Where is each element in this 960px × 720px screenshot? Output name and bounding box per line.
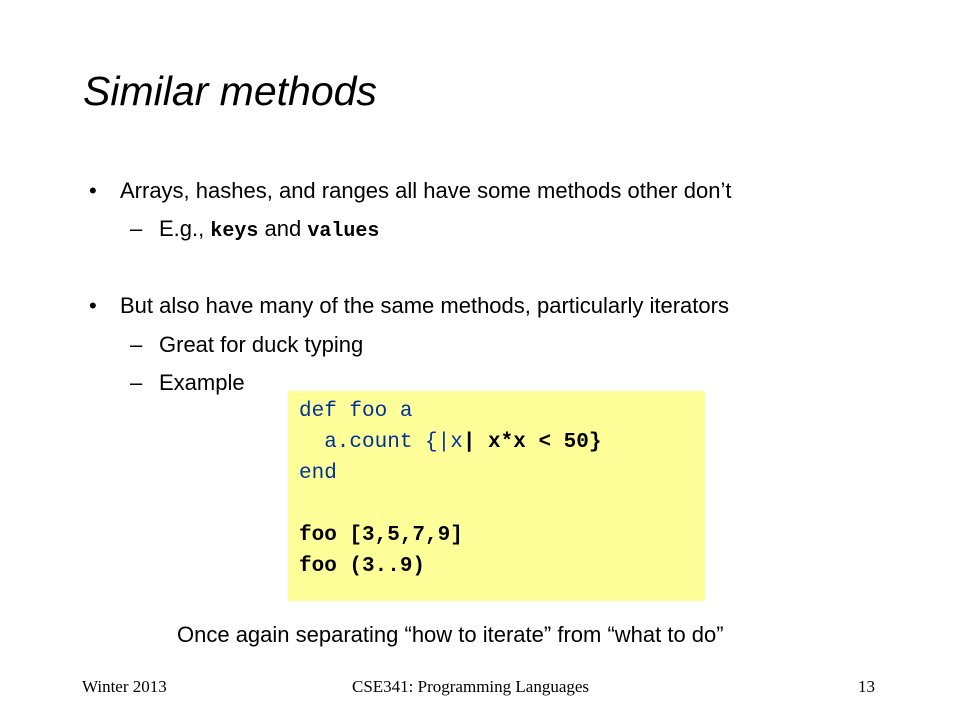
sub-bullet-middle: and xyxy=(258,216,308,241)
code-example-box xyxy=(288,391,705,601)
sub-bullet-marker: – xyxy=(130,332,143,357)
sub-bullet-marker: – xyxy=(130,370,143,395)
bullet-marker: • xyxy=(89,293,97,318)
footer-page-number: 13 xyxy=(858,677,875,696)
footer-left: Winter 2013 xyxy=(82,677,167,696)
code-line xyxy=(299,431,601,455)
bullet-text: Arrays, hashes, and ranges all have some methods other don’t xyxy=(120,178,732,203)
code-line: end xyxy=(299,462,337,485)
footer-center: CSE341: Programming Languages xyxy=(352,677,590,696)
code-fragment: a.count {| xyxy=(299,431,451,454)
code-keys: keys xyxy=(210,220,259,243)
code-fragment: x xyxy=(450,431,463,454)
bullet-marker: • xyxy=(89,178,97,203)
sub-bullet-text: Example xyxy=(159,370,245,395)
sub-bullet-marker: – xyxy=(130,216,143,241)
code-line: foo (3..9) xyxy=(299,555,426,578)
code-line: def foo a xyxy=(299,400,413,423)
sub-bullet-text: Great for duck typing xyxy=(159,332,364,357)
sub-bullet-prefix: E.g., xyxy=(159,216,211,241)
slide-title: Similar methods xyxy=(83,68,377,114)
code-values: values xyxy=(307,220,380,243)
code-fragment: | x*x < 50} xyxy=(462,431,602,454)
code-line: foo [3,5,7,9] xyxy=(299,524,463,547)
slide-caption: Once again separating “how to iterate” from “what to do” xyxy=(177,622,724,647)
sub-bullet-text xyxy=(159,216,379,245)
bullet-text: But also have many of the same methods, particularly iterators xyxy=(120,293,729,318)
